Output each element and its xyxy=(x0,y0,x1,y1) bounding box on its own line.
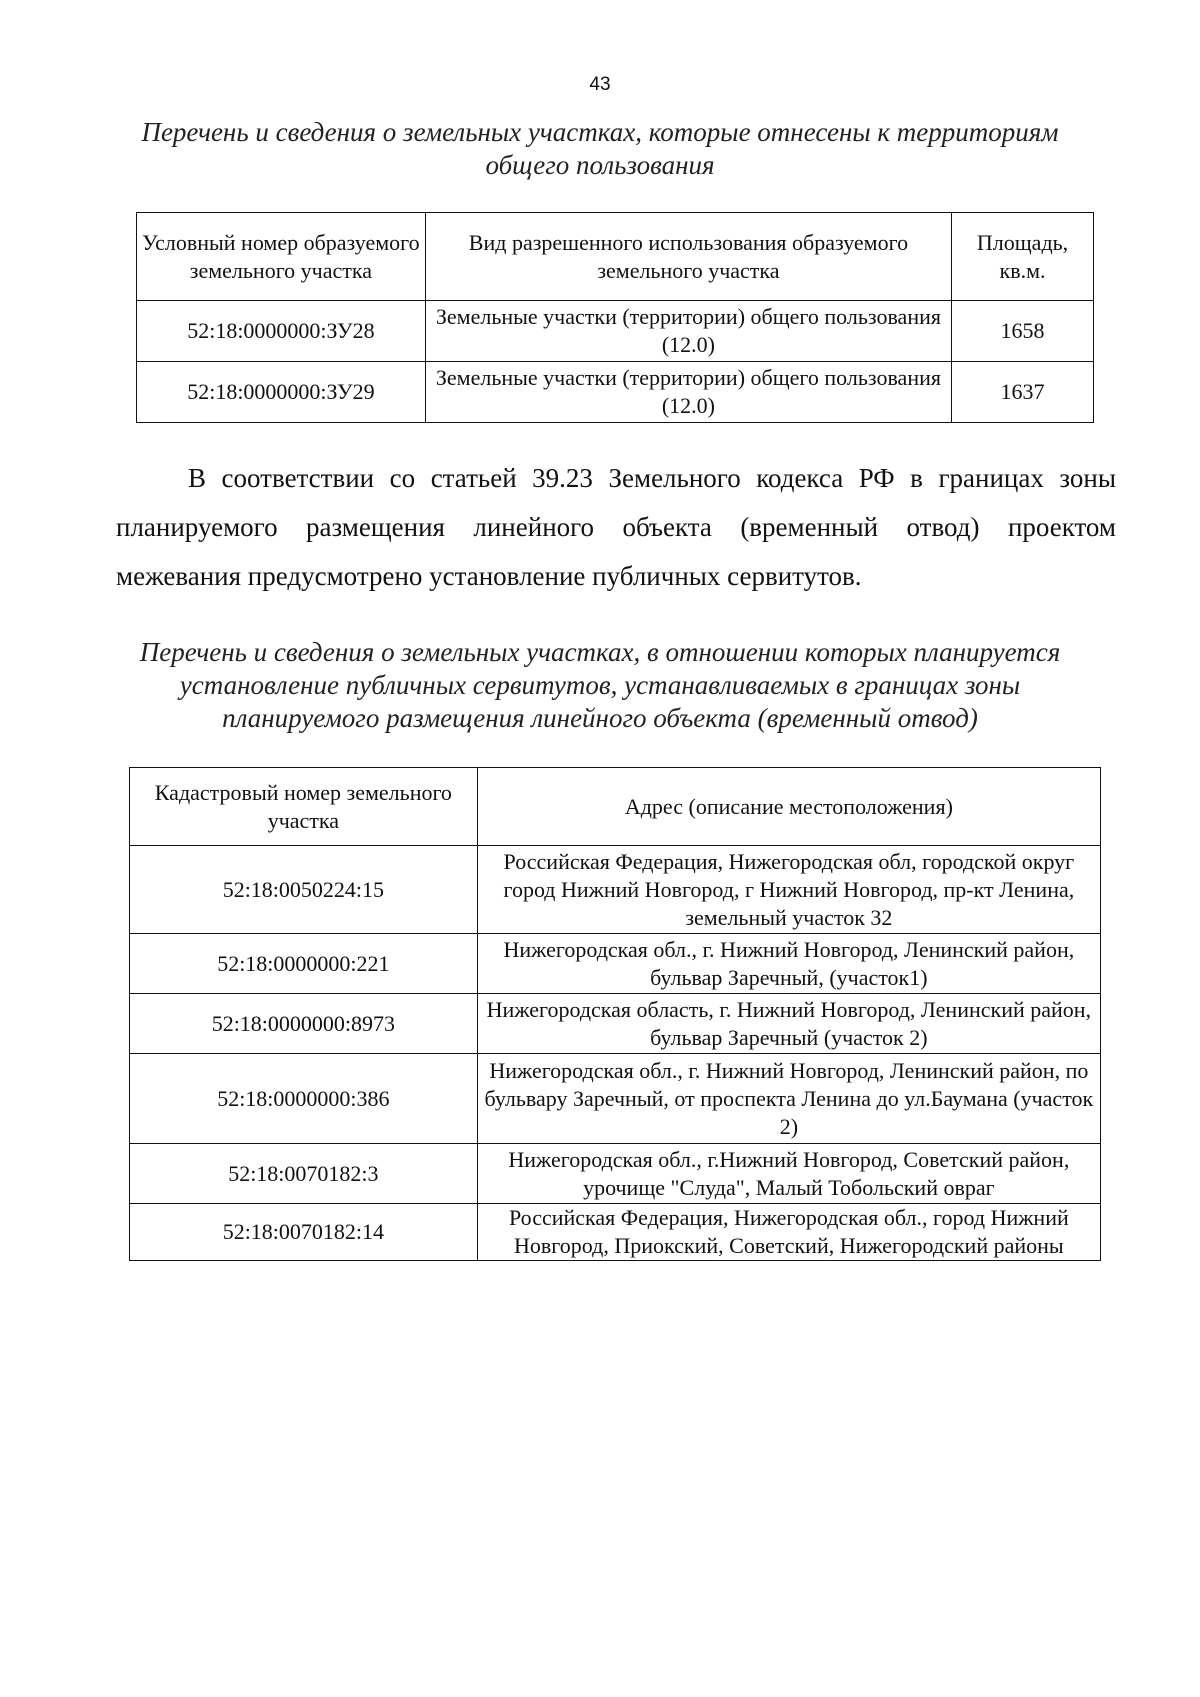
table-row xyxy=(130,846,1101,934)
permitted-use-cell: Земельные участки (территории) общего пользования (12.0) xyxy=(425,301,951,362)
address-cell: Нижегородская обл., г. Нижний Новгород, Ленинский район, по бульвару Заречный, от проспекта Ленина до ул.Баумана (участок 2) xyxy=(477,1054,1100,1144)
area-cell: 1637 xyxy=(952,362,1094,423)
table-header-row xyxy=(130,768,1101,846)
table-row xyxy=(130,994,1101,1054)
address-cell: Нижегородская область, г. Нижний Новгород, Ленинский район, бульвар Заречный (участок 2) xyxy=(477,994,1100,1054)
header-cadastral-number: Кадастровый номер земельного участка xyxy=(130,768,478,846)
page-number: 43 xyxy=(589,74,611,95)
cadastral-number-cell: 52:18:0000000:221 xyxy=(130,934,478,994)
plot-number-cell: 52:18:0000000:ЗУ29 xyxy=(137,362,426,423)
header-area: Площадь, кв.м. xyxy=(952,213,1094,301)
cadastral-number-cell: 52:18:0000000:8973 xyxy=(130,994,478,1054)
table-row xyxy=(137,301,1094,362)
cadastral-number-cell: 52:18:0000000:386 xyxy=(130,1054,478,1144)
table-row xyxy=(130,1144,1101,1204)
address-cell: Российская Федерация, Нижегородская обл., город Нижний Новгород, Приокский, Советский, Нижегородский районы xyxy=(477,1204,1100,1261)
table1-caption: Перечень и сведения о земельных участках, которые отнесены к территориям общего пользования xyxy=(141,117,1059,180)
address-cell: Нижегородская обл., г. Нижний Новгород, Ленинский район, бульвар Заречный, (участок1) xyxy=(477,934,1100,994)
table-row xyxy=(130,1054,1101,1144)
header-address: Адрес (описание местоположения) xyxy=(477,768,1100,846)
table2-caption: Перечень и сведения о земельных участках, в отношении которых планируется установление публичных сервитутов, устанавливаемых в границах зоны планируемого размещения линейного объекта (временный отвод) xyxy=(139,637,1061,733)
table-header-row xyxy=(137,213,1094,301)
servitude-plots-table xyxy=(129,767,1101,1261)
common-use-plots-table xyxy=(136,212,1094,423)
header-permitted-use: Вид разрешенного использования образуемого земельного участка xyxy=(425,213,951,301)
header-plot-number: Условный номер образуемого земельного участка xyxy=(137,213,426,301)
permitted-use-cell: Земельные участки (территории) общего пользования (12.0) xyxy=(425,362,951,423)
address-cell: Российская Федерация, Нижегородская обл, городской округ город Нижний Новгород, г Нижний Новгород, пр-кт Ленина, земельный участок 32 xyxy=(477,846,1100,934)
table-row xyxy=(137,362,1094,423)
area-cell: 1658 xyxy=(952,301,1094,362)
body-paragraph: В соответствии со статьей 39.23 Земельного кодекса РФ в границах зоны планируемого размещения линейного объекта (временный отвод) проектом межевания предусмотрено установление публичных сервитутов. xyxy=(116,463,1116,591)
address-cell: Нижегородская обл., г.Нижний Новгород, Советский район, урочище "Слуда", Малый Тобольский овраг xyxy=(477,1144,1100,1204)
plot-number-cell: 52:18:0000000:ЗУ28 xyxy=(137,301,426,362)
cadastral-number-cell: 52:18:0070182:3 xyxy=(130,1144,478,1204)
cadastral-number-cell: 52:18:0070182:14 xyxy=(130,1204,478,1261)
table-row xyxy=(130,934,1101,994)
table-row xyxy=(130,1204,1101,1261)
cadastral-number-cell: 52:18:0050224:15 xyxy=(130,846,478,934)
